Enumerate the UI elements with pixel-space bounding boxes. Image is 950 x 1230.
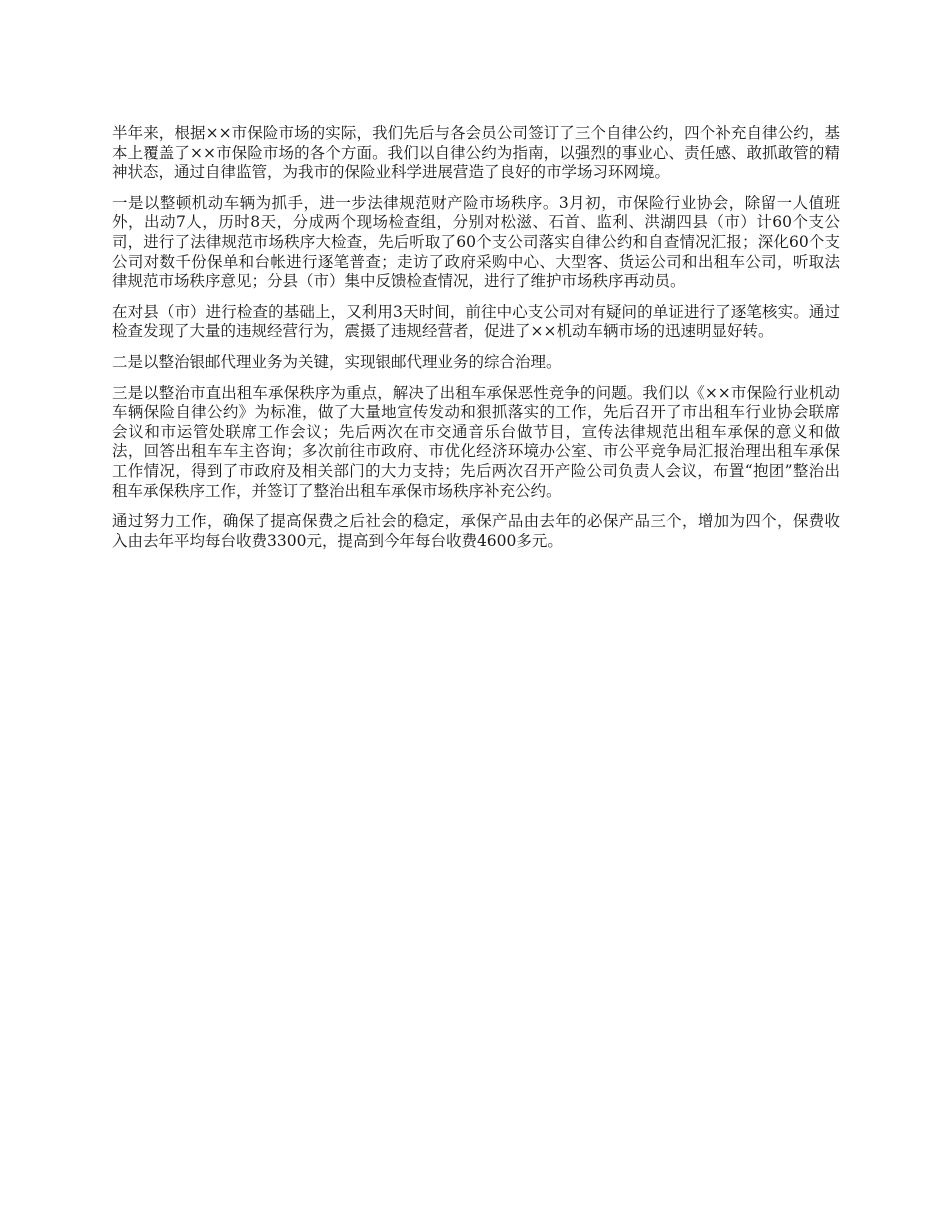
paragraph-self-regulation-summary: 半年来，根据××市保险市场的实际，我们先后与各会员公司签订了三个自律公约，四个补充自律公约，基本上覆盖了××市保险市场的各个方面。我们以自律公约为指南，以强烈的事业心、责任感、敢抓敢管的精神状态，通过自律监管，为我市的保险业科学进展营造了良好的市学场习环网境。 [112, 124, 840, 182]
paragraph-vehicle-inspection: 一是以整顿机动车辆为抓手，进一步法律规范财产险市场秩序。3月初，市保险行业协会，除留一人值班外，出动7人，历时8天，分成两个现场检查组，分别对松滋、石首、监利、洪湖四县（市）计60个支公司，进行了法律规范市场秩序大检查，先后听取了60个支公司落实自律公约和自查情况汇报；深化60个支公司对数千份保单和台帐进行逐笔普查；走访了政府采购中心、大型客、货运公司和出租车公司，听取法律规范市场秩序意见；分县（市）集中反馈检查情况，进行了维护市场秩序再动员。 [112, 193, 840, 291]
document-body [112, 124, 840, 562]
paragraph-bank-postal-agency: 二是以整治银邮代理业务为关键，实现银邮代理业务的综合治理。 [112, 352, 562, 371]
paragraph-county-verification: 在对县（市）进行检查的基础上，又利用3天时间，前往中心支公司对有疑问的单证进行了逐笔核实。通过检查发现了大量的违规经营行为，震摄了违规经营者，促进了××机动车辆市场的迅速明显好转。 [112, 302, 840, 341]
paragraph-taxi-underwriting: 三是以整治市直出租车承保秩序为重点，解决了出租车承保恶性竞争的问题。我们以《××市保险行业机动车辆保险自律公约》为标准，做了大量地宣传发动和狠抓落实的工作，先后召开了市出租车行业协会联席会议和市运管处联席工作会议；先后两次在市交通音乐台做节目，宣传法律规范出租车承保的意义和做法，回答出租车车主咨询；多次前往市政府、市优化经济环境办公室、市公平竞争局汇报治理出租车承保工作情况，得到了市政府及相关部门的大力支持；先后两次召开产险公司负责人会议，布置“抱团”整治出租车承保秩序工作，并签订了整治出租车承保市场秩序补充公约。 [112, 383, 840, 500]
paragraph-premium-results: 通过努力工作，确保了提高保费之后社会的稳定，承保产品由去年的必保产品三个，增加为四个，保费收入由去年平均每台收费3300元，提高到今年每台收费4600多元。 [112, 512, 840, 550]
